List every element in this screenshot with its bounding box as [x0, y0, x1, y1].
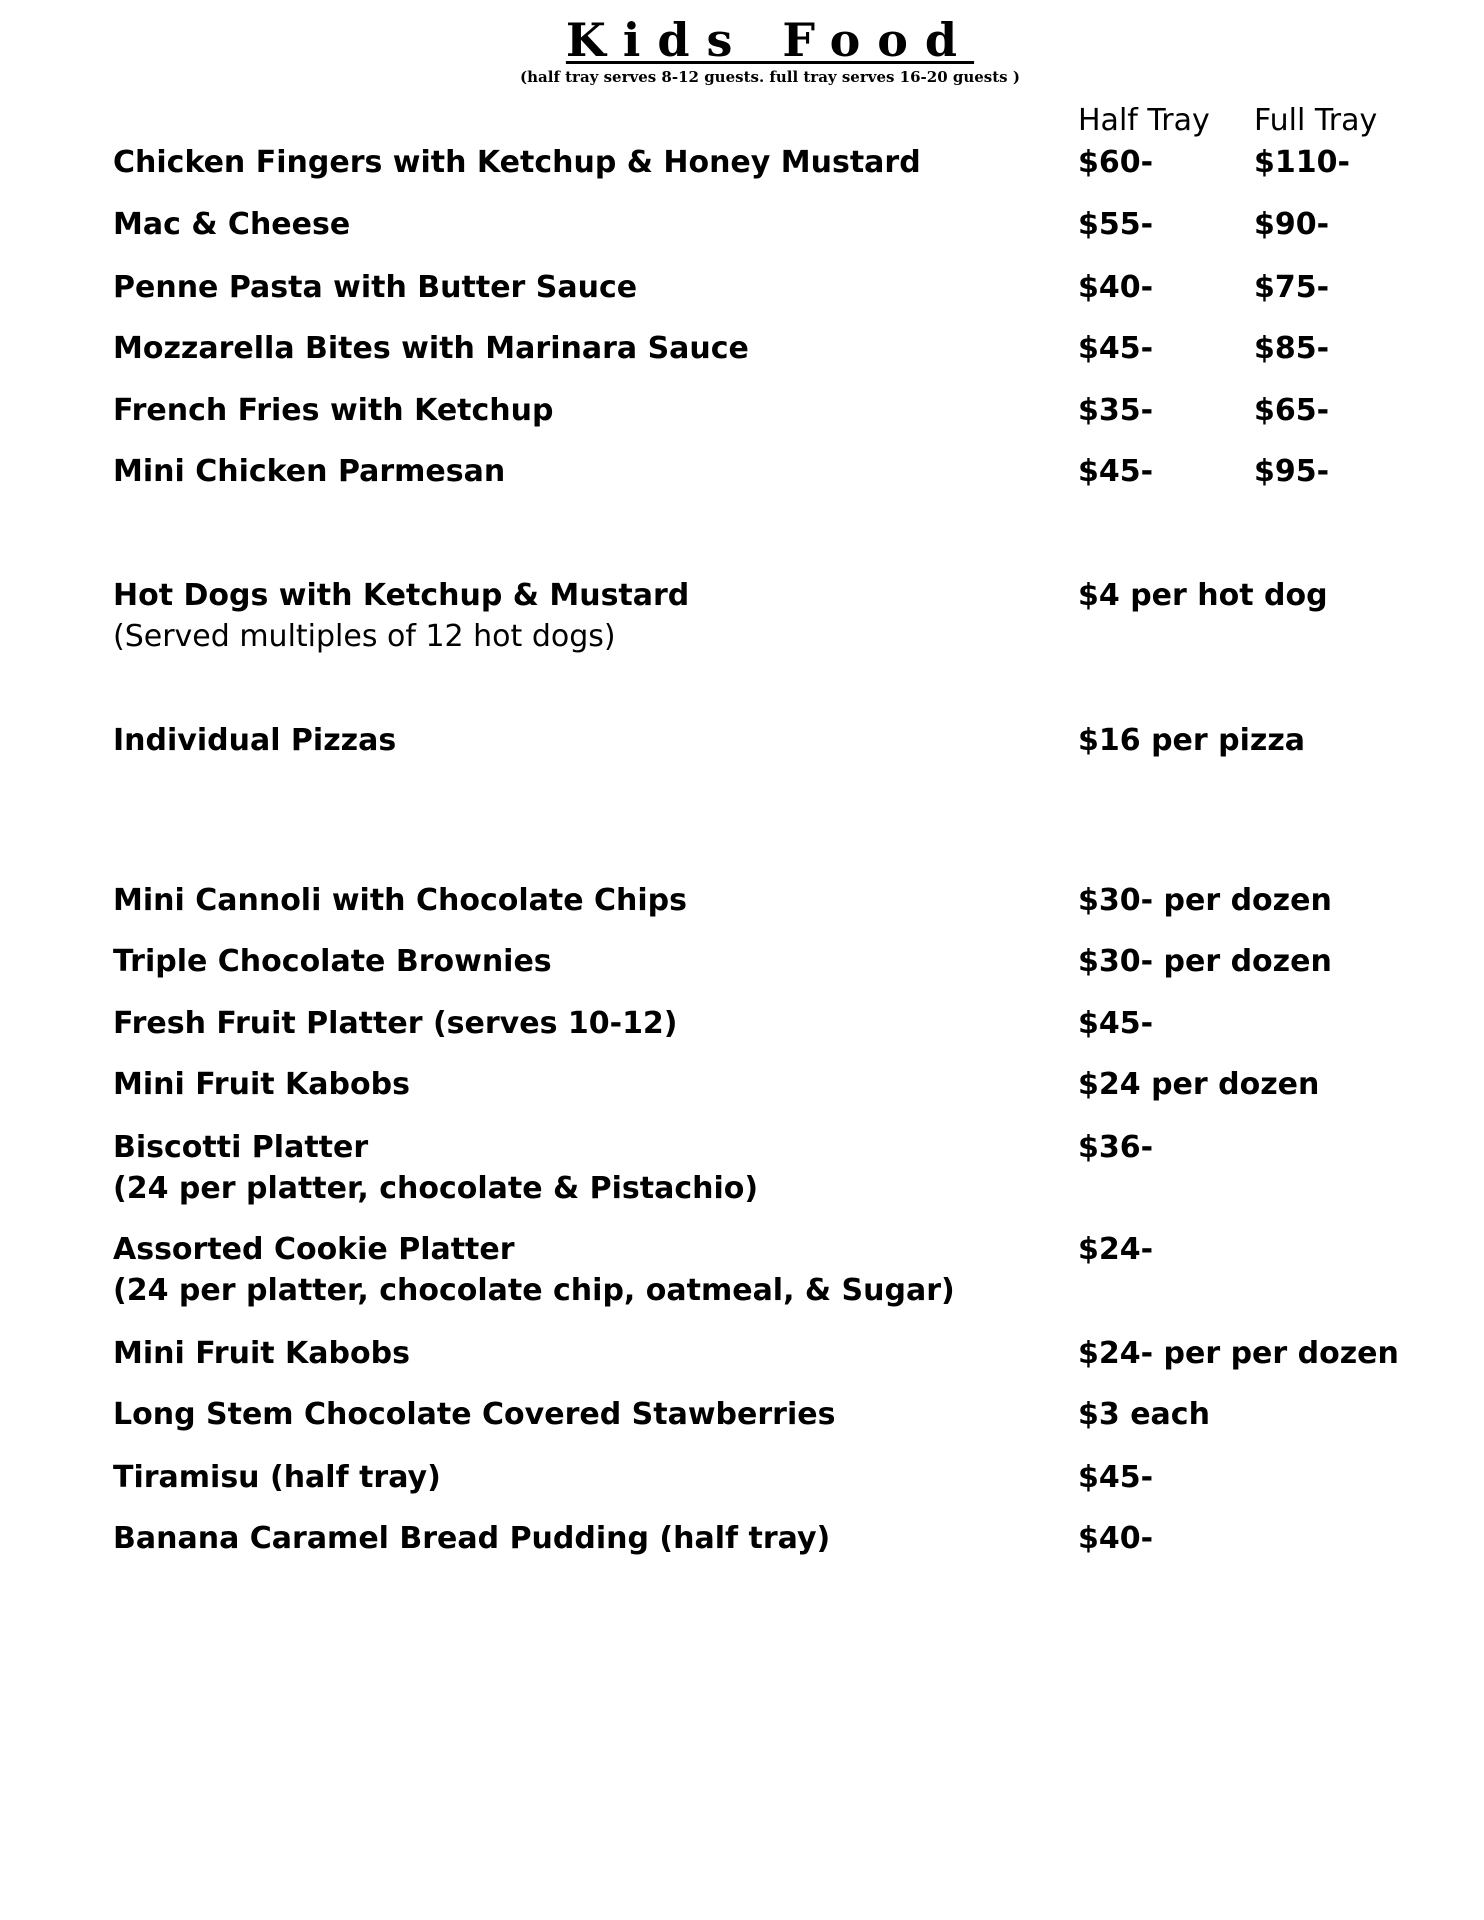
menu-item-half-price: $55- [1078, 207, 1154, 242]
dessert-price: $3 each [1078, 1397, 1210, 1432]
menu-item-half-price: $45- [1078, 331, 1154, 366]
menu-item-full-price: $90- [1254, 207, 1330, 242]
dessert-name: Long Stem Chocolate Covered Stawberries [113, 1397, 836, 1432]
dessert-name: Biscotti Platter [113, 1130, 369, 1165]
menu-item-half-price: $40- [1078, 270, 1154, 305]
menu-item-full-price: $85- [1254, 331, 1330, 366]
dessert-name: Mini Fruit Kabobs [113, 1336, 410, 1371]
dessert-name: Mini Cannoli with Chocolate Chips [113, 883, 687, 918]
page-title: Kids Food [565, 13, 975, 67]
menu-item-name: Penne Pasta with Butter Sauce [113, 270, 638, 305]
column-header-full-tray: Full Tray [1254, 103, 1378, 138]
dessert-name: Tiramisu (half tray) [113, 1460, 441, 1495]
menu-item-name: French Fries with Ketchup [113, 393, 554, 428]
dessert-note: (24 per platter, chocolate chip, oatmeal, & Sugar) [113, 1273, 955, 1308]
dessert-price: $30- per dozen [1078, 944, 1332, 979]
dessert-price: $36- [1078, 1130, 1154, 1165]
menu-item-half-price: $60- [1078, 145, 1154, 180]
menu-item-name: Mozzarella Bites with Marinara Sauce [113, 331, 749, 366]
dessert-price: $24- per per dozen [1078, 1336, 1399, 1371]
dessert-name: Assorted Cookie Platter [113, 1232, 515, 1267]
menu-item-full-price: $65- [1254, 393, 1330, 428]
page-subtitle: (half tray serves 8-12 guests. full tray serves 16-20 guests ) [520, 68, 1020, 86]
dessert-name: Mini Fruit Kabobs [113, 1067, 410, 1102]
pizza-price: $16 per pizza [1078, 723, 1306, 758]
menu-item-full-price: $110- [1254, 145, 1350, 180]
menu-item-half-price: $35- [1078, 393, 1154, 428]
column-header-half-tray: Half Tray [1078, 103, 1210, 138]
dessert-name: Banana Caramel Bread Pudding (half tray) [113, 1521, 831, 1556]
menu-item-half-price: $45- [1078, 454, 1154, 489]
dessert-price: $24- [1078, 1232, 1154, 1267]
dessert-price: $45- [1078, 1460, 1154, 1495]
pizza-name: Individual Pizzas [113, 723, 397, 758]
hot-dogs-name: Hot Dogs with Ketchup & Mustard [113, 578, 690, 613]
dessert-price: $24 per dozen [1078, 1067, 1320, 1102]
menu-item-name: Chicken Fingers with Ketchup & Honey Mustard [113, 145, 921, 180]
dessert-price: $30- per dozen [1078, 883, 1332, 918]
menu-item-full-price: $75- [1254, 270, 1330, 305]
menu-item-name: Mac & Cheese [113, 207, 351, 242]
dessert-name: Triple Chocolate Brownies [113, 944, 552, 979]
dessert-price: $45- [1078, 1006, 1154, 1041]
dessert-name: Fresh Fruit Platter (serves 10-12) [113, 1006, 678, 1041]
menu-item-full-price: $95- [1254, 454, 1330, 489]
menu-item-name: Mini Chicken Parmesan [113, 454, 506, 489]
dessert-note: (24 per platter, chocolate & Pistachio) [113, 1171, 759, 1206]
hot-dogs-price: $4 per hot dog [1078, 578, 1328, 613]
dessert-price: $40- [1078, 1521, 1154, 1556]
hot-dogs-note: (Served multiples of 12 hot dogs) [113, 619, 616, 654]
